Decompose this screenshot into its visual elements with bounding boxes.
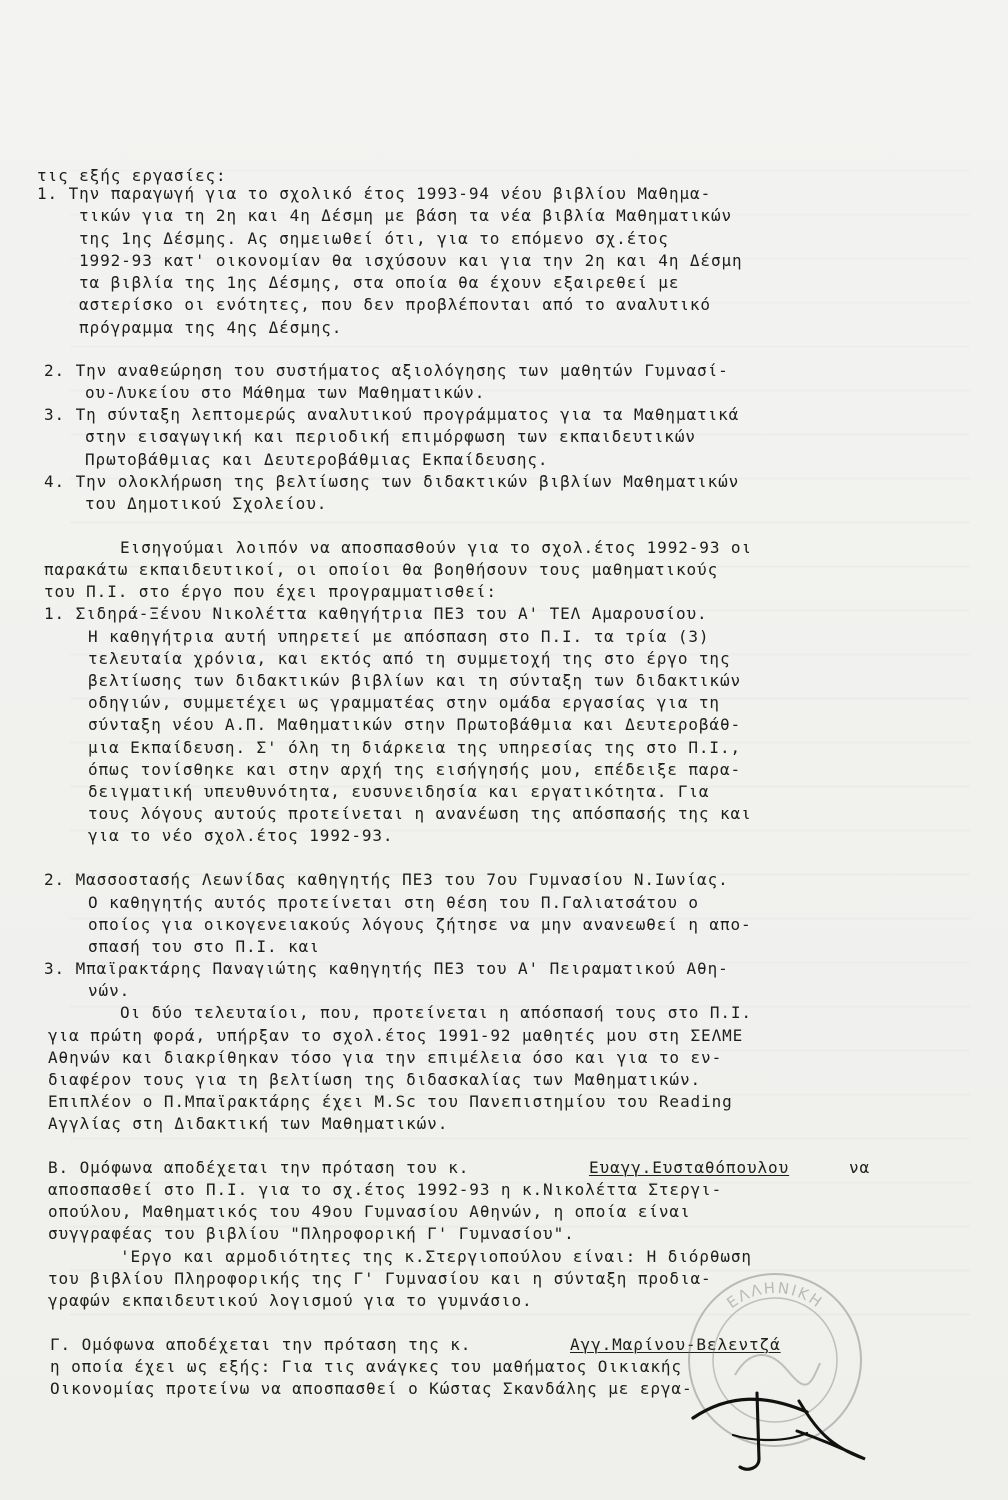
line-16: Εισηγούμαι λοιπόν να αποσπασθούν για το σχολ.έτος 1992-93 οι xyxy=(120,538,752,557)
line-42-name: Ευαγγ.Ευσταθόπουλου xyxy=(589,1158,790,1177)
line-17: παρακάτω εκπαιδευτικοί, οι οποίοι θα βοηθήσουν τους μαθηματικούς xyxy=(44,560,719,579)
line-47: του βιβλίου Πληροφορικής της Γ' Γυμνασίου και η σύνταξη προδια- xyxy=(48,1269,712,1288)
line-45: συγγραφέας του βιβλίου "Πληροφορική Γ' Γυμνασίου". xyxy=(48,1224,575,1243)
line-24: σύνταξη νέου Α.Π. Μαθηματικών στην Πρωτοβάθμια και Δευτεροβάθ- xyxy=(88,715,742,734)
line-12: στην εισαγωγική και περιοδική επιμόρφωση των εκπαιδευτικών xyxy=(85,427,696,446)
signature-stroke-1 xyxy=(693,1399,807,1418)
line-34: 3. Μπαϊρακτάρης Παναγιώτης καθηγητής ΠΕ3 του Α' Πειραματικού Αθη- xyxy=(44,959,729,978)
line-36: Οι δύο τελευταίοι, που, προτείνεται η απόσπασή τους στο Π.Ι. xyxy=(120,1003,752,1022)
line-15: του Δημοτικού Σχολείου. xyxy=(85,494,328,513)
line-7: αστερίσκο οι ενότητες, που δεν προβλέπονται από το αναλυτικό xyxy=(79,295,711,314)
line-43: αποσπασθεί στο Π.Ι. για το σχ.έτος 1992-93 η κ.Νικολέττα Στεργι- xyxy=(48,1180,723,1199)
line-18: του Π.Ι. στο έργο που έχει προγραμματισθεί: xyxy=(44,582,497,601)
line-11: 3. Τη σύνταξη λεπτομερώς αναλυτικού προγράμματος για τα Μαθηματικά xyxy=(44,405,740,424)
line-22: βελτίωσης των διδακτικών βιβλίων και τη σύνταξη των διδακτικών xyxy=(88,671,742,690)
line-20: Η καθηγήτρια αυτή υπηρετεί με απόσπαση στο Π.Ι. τα τρία (3) xyxy=(88,627,710,646)
line-13: Πρωτοβάθμιας και Δευτεροβάθμιας Εκπαίδευσης. xyxy=(85,450,549,469)
line-42a: Β. Ομόφωνα αποδέχεται την πρόταση του κ. xyxy=(48,1158,470,1177)
signature-stroke-2 xyxy=(740,1393,759,1469)
line-3: τικών για τη 2η και 4η Δέσμη με βάση τα νέα βιβλία Μαθηματικών xyxy=(79,206,733,225)
line-21: τελευταία χρόνια, και εκτός από τη συμμετοχή της στο έργο της xyxy=(88,649,731,668)
line-42b: να xyxy=(849,1158,871,1177)
signature-stroke-3 xyxy=(797,1401,865,1459)
line-38: Αθηνών και διακρίθηκαν τόσο για την επιμέλεια όσο και για το εν- xyxy=(48,1048,723,1067)
line-10: ου-Λυκείου στο Μάθημα των Μαθηματικών. xyxy=(85,383,486,402)
line-27: δειγματική υπευθυνότητα, ευσυνειδησία και εργατικότητα. Για xyxy=(88,782,710,801)
line-4: της 1ης Δέσμης. Ας σημειωθεί ότι, για το επόμενο σχ.έτος xyxy=(79,229,669,248)
line-49a: Γ. Ομόφωνα αποδέχεται την πρόταση της κ. xyxy=(50,1335,472,1354)
line-32: οποίος για οικογενειακούς λόγους ζήτησε να μην ανανεωθεί η απο- xyxy=(88,915,752,934)
signature-stroke-4 xyxy=(733,1433,807,1440)
line-29: για το νέο σχολ.έτος 1992-93. xyxy=(88,826,394,845)
line-5: 1992-93 κατ' οικονομίαν θα ισχύσουν και για την 2η και 4η Δέσμη xyxy=(79,251,743,270)
line-35: νών. xyxy=(88,981,131,1000)
line-26: όπως τονίσθηκε και στην αρχή της εισήγησής μου, επέδειξε παρα- xyxy=(88,760,742,779)
line-1: τις εξής εργασίες: xyxy=(37,166,227,185)
line-19: 1. Σιδηρά-Ξένου Νικολέττα καθηγήτρια ΠΕ3 του Α' ΤΕΛ Αμαρουσίου. xyxy=(44,604,708,623)
line-31: Ο καθηγητής αυτός προτείνεται στη θέση του Π.Γαλιατσάτου ο xyxy=(88,893,699,912)
line-39: διαφέρον τους για τη βελτίωση της διδασκαλίας των Μαθηματικών. xyxy=(48,1070,702,1089)
line-9: 2. Την αναθεώρηση του συστήματος αξιολόγησης των μαθητών Γυμνασί- xyxy=(44,361,729,380)
stamp-text: ΕΛΛΗΝΙΚΗ xyxy=(723,1278,827,1312)
line-46: 'Εργο και αρμοδιότητες της κ.Στεργιοπούλου είναι: Η διόρθωση xyxy=(120,1247,752,1266)
line-37: για πρώτη φορά, υπήρξαν το σχολ.έτος 1991-92 μαθητές μου στη ΣΕΛΜΕ xyxy=(48,1026,744,1045)
line-8: πρόγραμμα της 4ης Δέσμης. xyxy=(79,318,343,337)
line-6: τα βιβλία της 1ης Δέσμης, στα οποία θα έχουν εξαιρεθεί με xyxy=(79,273,680,292)
line-41: Αγγλίας στη Διδακτική των Μαθηματικών. xyxy=(48,1114,449,1133)
line-44: οπούλου, Μαθηματικός του 49ου Γυμνασίου Αθηνών, η οποία είναι xyxy=(48,1202,691,1221)
line-2: 1. Την παραγωγή για το σχολικό έτος 1993-94 νέου βιβλίου Μαθημα- xyxy=(37,184,712,203)
line-49-name: Αγγ.Μαρίνου-Βελεντζά xyxy=(570,1335,781,1354)
line-40: Επιπλέον ο Π.Μπαϊρακτάρης έχει M.Sc του Πανεπιστημίου του Reading xyxy=(48,1092,733,1111)
line-14: 4. Την ολοκλήρωση της βελτίωσης των διδακτικών βιβλίων Μαθηματικών xyxy=(44,472,740,491)
line-48: γραφών εκπαιδευτικού λογισμού για το γυμνάσιο. xyxy=(48,1291,533,1310)
line-23: οδηγιών, συμμετέχει ως γραμματέας στην ομάδα εργασίας για τη xyxy=(88,693,720,712)
line-33: σπασή του στο Π.Ι. και xyxy=(88,937,320,956)
line-51: Οικονομίας προτείνω να αποσπασθεί ο Κώστας Σκανδάλης με εργα- xyxy=(50,1379,693,1398)
line-50: η οποία έχει ως εξής: Για τις ανάγκες του μαθήματος Οικιακής xyxy=(50,1357,682,1376)
stamp-emblem-icon xyxy=(735,1355,820,1385)
handwritten-signature xyxy=(675,1385,885,1475)
line-30: 2. Μασσοστασής Λεωνίδας καθηγητής ΠΕ3 του 7ου Γυμνασίου Ν.Ιωνίας. xyxy=(44,870,729,889)
line-28: τους λόγους αυτούς προτείνεται η ανανέωση της απόσπασής της και xyxy=(88,804,752,823)
line-25: μια Εκπαίδευση. Σ' όλη τη διάρκεια της υπηρεσίας της στο Π.Ι., xyxy=(88,738,742,757)
